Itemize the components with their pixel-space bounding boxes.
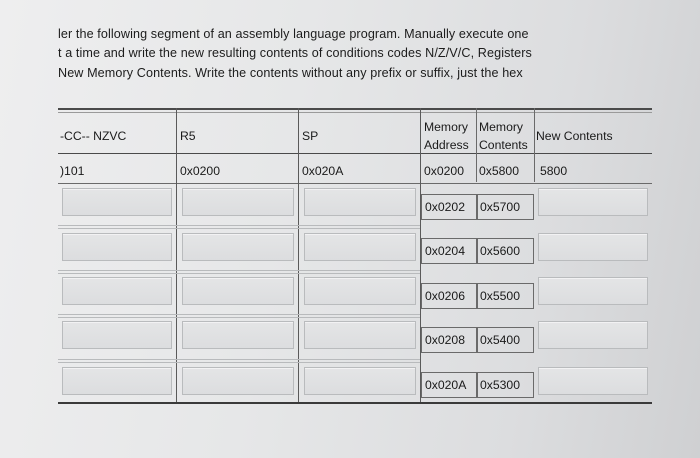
memory-contents: 0x5400 — [480, 333, 520, 347]
new-contents-input-1[interactable] — [538, 188, 648, 216]
sp-input-2[interactable] — [304, 233, 416, 261]
new-contents-input-3[interactable] — [538, 277, 648, 305]
memory-address: 0x0204 — [425, 244, 465, 258]
header-memory-address-2: Address — [424, 138, 469, 152]
sp-input-5[interactable] — [304, 367, 416, 395]
memory-address: 0x0202 — [425, 200, 465, 214]
memory-address: 0x020A — [425, 378, 467, 392]
row-separator — [58, 273, 420, 274]
header-memory-contents-2: Contents — [479, 138, 528, 152]
header-sp: SP — [302, 129, 319, 143]
table-bottom-border — [58, 402, 652, 404]
instruction-line-2: t a time and write the new resulting contents of conditions codes N/Z/V/C, Registers — [58, 46, 532, 60]
r5-input-2[interactable] — [182, 233, 294, 261]
new-contents-input-5[interactable] — [538, 367, 648, 395]
memory-address: 0x0208 — [425, 333, 465, 347]
row-separator — [58, 225, 420, 226]
cc-input-4[interactable] — [62, 321, 172, 349]
sp-input-1[interactable] — [304, 188, 416, 216]
header-divider — [58, 153, 652, 154]
sp-value: 0x020A — [302, 164, 344, 178]
row-separator — [58, 317, 420, 318]
memory-contents: 0x5700 — [480, 200, 520, 214]
col-divider-sp — [298, 108, 299, 402]
trace-table — [58, 108, 652, 408]
new-contents-value: 5800 — [540, 164, 568, 178]
row-separator — [58, 359, 420, 360]
row-separator — [58, 314, 420, 315]
memory-contents: 0x5300 — [480, 378, 520, 392]
row-separator — [58, 228, 420, 229]
cc-input-5[interactable] — [62, 367, 172, 395]
header-memory-contents-1: Memory — [479, 120, 524, 134]
row-separator — [58, 362, 420, 363]
col-divider-r5 — [176, 108, 177, 402]
header-new-contents: New Contents — [536, 129, 613, 143]
new-contents-input-4[interactable] — [538, 321, 648, 349]
memory-contents: 0x5500 — [480, 289, 520, 303]
cc-input-1[interactable] — [62, 188, 172, 216]
cc-input-2[interactable] — [62, 233, 172, 261]
cc-value: )101 — [60, 164, 85, 178]
header-r5: R5 — [180, 129, 196, 143]
memory-address: 0x0206 — [425, 289, 465, 303]
cc-input-3[interactable] — [62, 277, 172, 305]
instruction-line-1: ler the following segment of an assembly language program. Manually execute one — [58, 27, 529, 41]
table-top-border-inner — [58, 112, 652, 113]
row-separator — [58, 270, 420, 271]
r5-input-1[interactable] — [182, 188, 294, 216]
r5-input-3[interactable] — [182, 277, 294, 305]
sp-input-3[interactable] — [304, 277, 416, 305]
r5-input-5[interactable] — [182, 367, 294, 395]
table-top-border — [58, 108, 652, 110]
col-divider-memory-contents — [476, 108, 477, 182]
header-memory-address-1: Memory — [424, 120, 469, 134]
memory-address-0200: 0x0200 — [424, 164, 464, 178]
memory-contents: 0x5600 — [480, 244, 520, 258]
r5-input-4[interactable] — [182, 321, 294, 349]
header-cc-nzvc: -CC-- NZVC — [60, 129, 127, 143]
sp-input-4[interactable] — [304, 321, 416, 349]
instruction-line-3: New Memory Contents. Write the contents without any prefix or suffix, just the hex — [58, 66, 523, 80]
first-row-divider — [58, 183, 652, 184]
r5-value: 0x0200 — [180, 164, 220, 178]
col-divider-new-contents — [534, 108, 535, 182]
new-contents-input-2[interactable] — [538, 233, 648, 261]
memory-contents-5800: 0x5800 — [479, 164, 519, 178]
